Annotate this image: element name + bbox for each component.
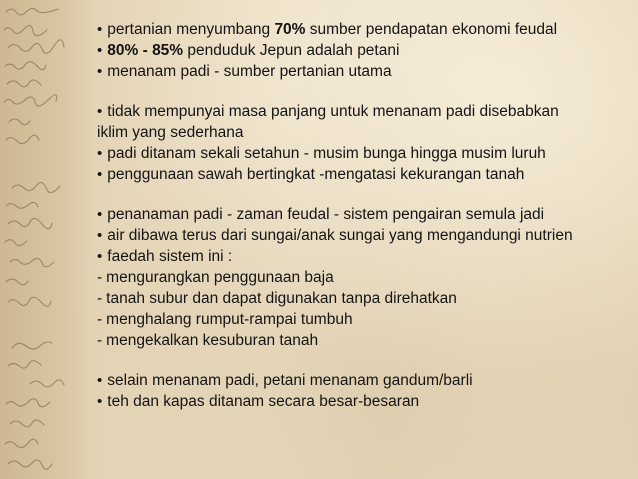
bullet-marker: •: [97, 166, 103, 183]
paragraph-gap: [97, 82, 627, 101]
paragraph-gap: [97, 185, 627, 204]
bullet-marker: •: [97, 206, 103, 223]
dash-marker: -: [97, 269, 103, 286]
bullet-group: [97, 370, 627, 412]
bullet-point: [97, 204, 627, 225]
line-text: menanam padi - sumber pertanian utama: [107, 63, 392, 80]
bullet-group: [97, 101, 627, 185]
dash-list-item: [97, 288, 627, 309]
bullet-point: [97, 19, 627, 40]
line-text: selain menanam padi, petani menanam gandum/barli: [107, 372, 473, 389]
bullet-marker: •: [97, 63, 103, 80]
line-text: pertanian menyumbang: [107, 21, 275, 38]
line-text: sumber pendapatan ekonomi feudal: [305, 21, 558, 38]
bullet-group: [97, 19, 627, 82]
line-text: menghalang rumput-rampai tumbuh: [106, 311, 353, 328]
bullet-point: [97, 61, 627, 82]
bullet-marker: •: [97, 42, 103, 59]
bullet-point: [97, 391, 627, 412]
slide-text-body: [97, 19, 627, 412]
bullet-marker: •: [97, 103, 103, 120]
paragraph-gap: [97, 351, 627, 370]
bullet-point: [97, 164, 627, 185]
highlighted-figure: 80% - 85%: [107, 42, 184, 59]
line-text: penduduk Jepun adalah petani: [183, 42, 400, 59]
dash-marker: -: [97, 311, 103, 328]
bullet-marker: •: [97, 145, 103, 162]
bullet-point: [97, 225, 627, 246]
line-text: mengekalkan kesuburan tanah: [106, 332, 319, 349]
continuation-line: [97, 122, 627, 143]
line-text: penanaman padi - zaman feudal - sistem pengairan semula jadi: [107, 206, 545, 223]
dash-list-item: [97, 267, 627, 288]
highlighted-figure: 70%: [274, 21, 306, 38]
line-text: faedah sistem ini :: [107, 248, 233, 265]
line-text: mengurangkan penggunaan baja: [106, 269, 334, 286]
bullet-marker: •: [97, 372, 103, 389]
bullet-point: [97, 101, 627, 122]
bullet-point: [97, 143, 627, 164]
line-text: tanah subur dan dapat digunakan tanpa direhatkan: [106, 290, 457, 307]
dash-list-item: [97, 309, 627, 330]
bullet-marker: •: [97, 21, 103, 38]
line-text: tidak mempunyai masa panjang untuk menanam padi disebabkan: [107, 103, 559, 120]
bullet-point: [97, 246, 627, 267]
line-text: air dibawa terus dari sungai/anak sungai yang mengandungi nutrien: [107, 227, 573, 244]
dash-marker: -: [97, 332, 103, 349]
line-text: iklim yang sederhana: [97, 124, 244, 141]
bullet-point: [97, 40, 627, 61]
bullet-marker: •: [97, 227, 103, 244]
handwritten-manuscript-decoration: [0, 0, 92, 479]
dash-list-item: [97, 330, 627, 351]
line-text: teh dan kapas ditanam secara besar-besaran: [107, 393, 420, 410]
bullet-group: [97, 204, 627, 351]
line-text: penggunaan sawah bertingkat -mengatasi kekurangan tanah: [107, 166, 525, 183]
bullet-marker: •: [97, 393, 103, 410]
bullet-marker: •: [97, 248, 103, 265]
bullet-point: [97, 370, 627, 391]
line-text: padi ditanam sekali setahun - musim bunga hingga musim luruh: [107, 145, 546, 162]
dash-marker: -: [97, 290, 103, 307]
